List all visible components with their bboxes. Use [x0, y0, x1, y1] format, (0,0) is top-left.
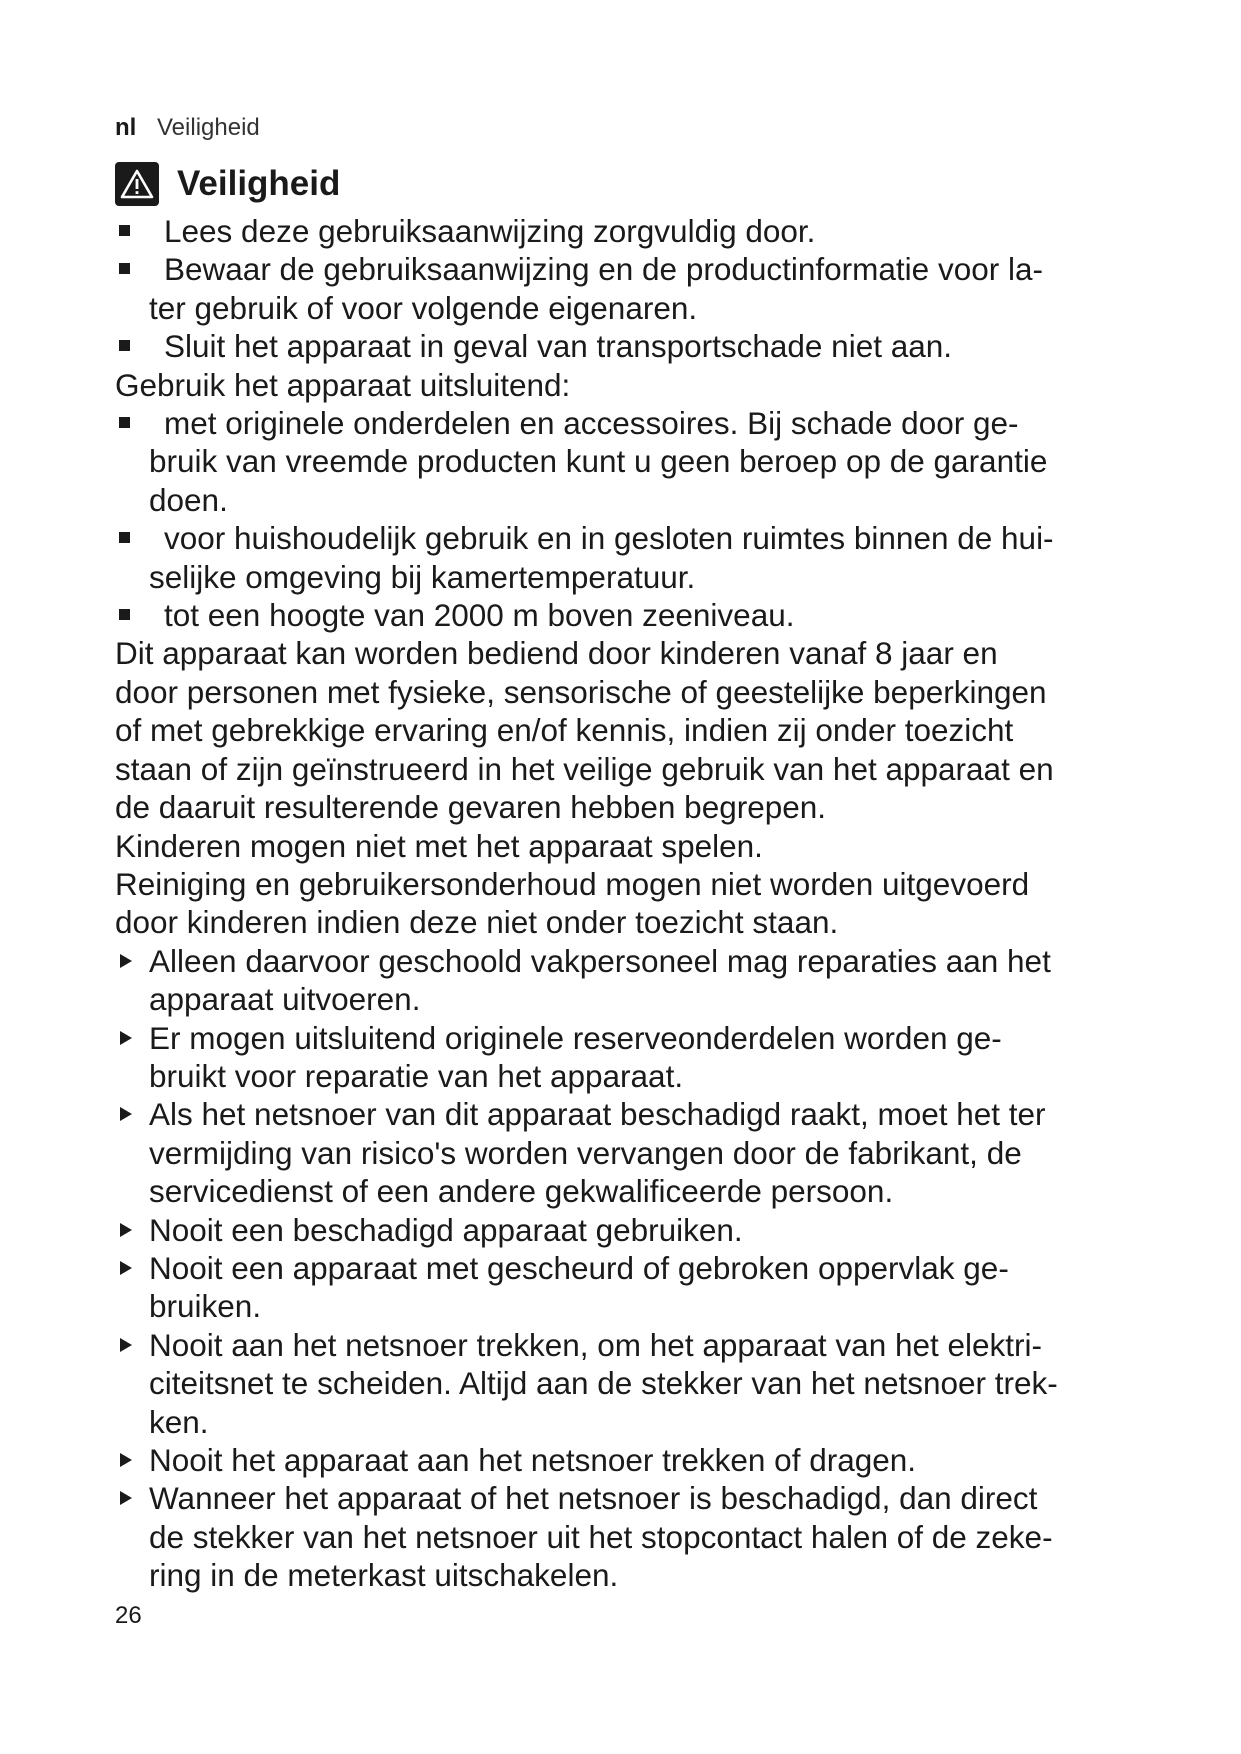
- list-item: voor huishoudelijk gebruik en in gesloten ruimtes binnen de hui- selijke omgeving bij kamertemperatuur.: [115, 519, 1145, 596]
- list-item: Lees deze gebruiksaanwijzing zorgvuldig door.: [115, 212, 1145, 250]
- triangle-bullet-icon: [120, 1107, 132, 1121]
- warning-icon: [115, 162, 159, 206]
- section-title-row: [115, 162, 340, 206]
- triangle-bullet-icon: [120, 1453, 132, 1467]
- triangle-bullet-icon: [120, 1261, 132, 1275]
- list-item: Nooit een apparaat met gescheurd of gebroken oppervlak ge- bruiken.: [115, 1249, 1145, 1326]
- triangle-bullet-icon: [120, 1223, 132, 1237]
- triangle-bullet-icon: [120, 954, 132, 968]
- triangle-bullet-icon: [120, 1491, 132, 1505]
- triangle-bullet-icon: [120, 1338, 132, 1352]
- running-header: [115, 114, 260, 142]
- triangle-bullet-icon: [120, 1031, 132, 1045]
- list-item: Nooit het apparaat aan het netsnoer trekken of dragen.: [115, 1441, 1145, 1479]
- square-bullet-icon: [119, 263, 130, 274]
- page-title: Veiligheid: [177, 164, 341, 203]
- list-item: Nooit aan het netsnoer trekken, om het apparaat van het elektri- citeitsnet te scheiden. Altijd aan de stekker van het netsnoer trek- ken.: [115, 1326, 1145, 1441]
- usage-bullet-list: [115, 404, 1145, 634]
- square-bullet-icon: [119, 417, 130, 428]
- list-item: met originele onderdelen en accessoires. Bij schade door ge- bruik van vreemde producten kunt u geen beroep op de garantie doen.: [115, 404, 1145, 519]
- square-bullet-icon: [119, 532, 130, 543]
- list-item: Er mogen uitsluitend originele reserveonderdelen worden ge- bruikt voor reparatie van het apparaat.: [115, 1019, 1145, 1096]
- square-bullet-icon: [119, 225, 130, 236]
- cleaning-paragraph: Reiniging en gebruikersonderhoud mogen niet worden uitgevoerd door kinderen indien deze niet onder toezicht staan.: [115, 865, 1030, 941]
- usage-intro: Gebruik het apparaat uitsluitend:: [115, 366, 571, 403]
- instruction-list: [115, 942, 1145, 1595]
- document-page: [115, 0, 1145, 1754]
- list-item: Wanneer het apparaat of het netsnoer is beschadigd, dan direct de stekker van het netsnoer uit het stopcontact halen of de zeke- ring in de meterkast uitschakelen.: [115, 1479, 1145, 1594]
- square-bullet-icon: [119, 609, 130, 620]
- children-paragraph: Dit apparaat kan worden bediend door kinderen vanaf 8 jaar en door personen met fysieke, sensorische of geestelijke beperkingen of met gebrekkige ervaring en/of kennis, indien zij onder toezicht staan of zijn geïnstrueerd in het veilige gebruik van het apparaat en de daaruit resulterende gevaren hebben begrepen.: [115, 635, 1054, 826]
- page-number: 26: [115, 1602, 142, 1629]
- list-item: Alleen daarvoor geschoold vakpersoneel mag reparaties aan het apparaat uitvoeren.: [115, 942, 1145, 1019]
- safety-content: [115, 212, 1145, 1595]
- list-item: Bewaar de gebruiksaanwijzing en de productinformatie voor la- ter gebruik of voor volgende eigenaren.: [115, 250, 1145, 327]
- list-item: Sluit het apparaat in geval van transportschade niet aan.: [115, 327, 1145, 365]
- language-code: nl: [115, 114, 137, 141]
- section-name: Veiligheid: [157, 114, 260, 141]
- list-item: Nooit een beschadigd apparaat gebruiken.: [115, 1211, 1145, 1249]
- list-item: Als het netsnoer van dit apparaat beschadigd raakt, moet het ter vermijding van risico's worden vervangen door de fabrikant, de servicedienst of een andere gekwalificeerde persoon.: [115, 1095, 1145, 1210]
- square-bullet-icon: [119, 340, 130, 351]
- list-item: tot een hoogte van 2000 m boven zeeniveau.: [115, 596, 1145, 634]
- intro-bullet-list: [115, 212, 1145, 366]
- play-paragraph: Kinderen mogen niet met het apparaat spelen.: [115, 827, 763, 864]
